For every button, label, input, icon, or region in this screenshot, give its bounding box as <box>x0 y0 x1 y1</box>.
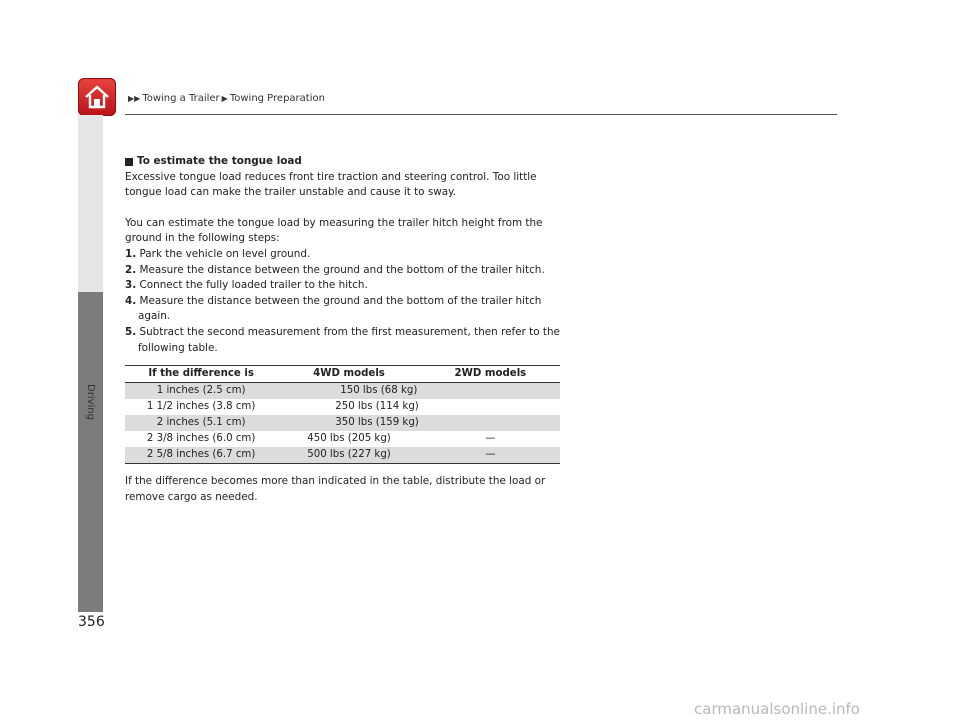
difference-cell: 2 5/8 inches (6.7 cm) <box>146 449 256 461</box>
list-item <box>125 263 561 279</box>
sidebar-tab <box>78 292 103 612</box>
breadcrumb-arrow-icon: ▶ <box>221 94 228 103</box>
difference-cell: 1 1/2 inches (3.8 cm) <box>146 401 256 413</box>
breadcrumb <box>128 93 325 104</box>
sidebar-label: Driving <box>85 384 96 420</box>
list-item <box>125 294 561 325</box>
step-number: 3. <box>125 279 137 292</box>
steps-list <box>125 247 561 356</box>
step-text: Connect the fully loaded trailer to the hitch. <box>139 279 368 292</box>
4wd-cell: 500 lbs (227 kg) <box>307 449 391 461</box>
2wd-cell: — <box>485 433 496 445</box>
step-number: 2. <box>125 263 137 276</box>
column-header-difference: If the difference is <box>148 368 254 380</box>
step-number: 5. <box>125 325 137 338</box>
breadcrumb-item-towing-preparation[interactable]: Towing Preparation <box>229 93 325 104</box>
list-item <box>125 325 561 356</box>
step-number: 1. <box>125 247 137 260</box>
step-text: Measure the distance between the ground and the bottom of the trailer hitch. <box>139 263 545 276</box>
step-number: 4. <box>125 294 137 307</box>
4wd-cell: 450 lbs (205 kg) <box>307 433 391 445</box>
step-text: Park the vehicle on level ground. <box>139 247 311 260</box>
breadcrumb-item-towing-a-trailer[interactable]: Towing a Trailer <box>142 93 220 104</box>
breadcrumb-arrow-icon: ▶▶ <box>128 94 141 103</box>
list-item <box>125 247 561 263</box>
step-text: Measure the distance between the ground and the bottom of the trailer hitch again. <box>138 294 542 323</box>
header-divider <box>125 114 837 115</box>
square-bullet-icon <box>125 158 133 166</box>
step-text: Subtract the second measurement from the first measurement, then refer to the following table. <box>138 325 560 354</box>
home-icon <box>84 85 110 109</box>
lead-paragraph: You can estimate the tongue load by measuring the trailer hitch height from the ground in the following steps: <box>125 216 543 245</box>
difference-cell: 1 inches (2.5 cm) <box>156 385 246 397</box>
intro-paragraph: Excessive tongue load reduces front tire traction and steering control. Too little tongue load can make the trailer unstable and cause it to sway. <box>125 170 537 199</box>
table-header-row <box>125 366 560 383</box>
footer-paragraph: If the difference becomes more than indicated in the table, distribute the load or remove cargo as needed. <box>125 475 546 503</box>
watermark: carmanualsonline.info <box>694 700 860 718</box>
list-item <box>125 278 561 294</box>
load-cell: 150 lbs (68 kg) <box>340 385 418 397</box>
load-cell: 250 lbs (114 kg) <box>335 401 419 413</box>
table-row <box>125 399 560 415</box>
table-row <box>125 383 560 400</box>
main-content <box>125 154 561 505</box>
tongue-load-table <box>125 365 560 464</box>
page-number: 356 <box>78 614 105 630</box>
sidebar-background <box>78 115 103 292</box>
2wd-cell: — <box>485 449 496 461</box>
table-row <box>125 447 560 464</box>
home-button[interactable] <box>78 78 116 116</box>
column-header-2wd: 2WD models <box>454 368 527 380</box>
table-row <box>125 431 560 447</box>
section-title: To estimate the tongue load <box>137 155 302 167</box>
column-header-4wd: 4WD models <box>313 368 385 380</box>
difference-cell: 2 inches (5.1 cm) <box>156 417 246 429</box>
difference-cell: 2 3/8 inches (6.0 cm) <box>146 433 256 445</box>
load-cell: 350 lbs (159 kg) <box>335 417 419 429</box>
section-heading <box>125 154 561 170</box>
table-row <box>125 415 560 431</box>
